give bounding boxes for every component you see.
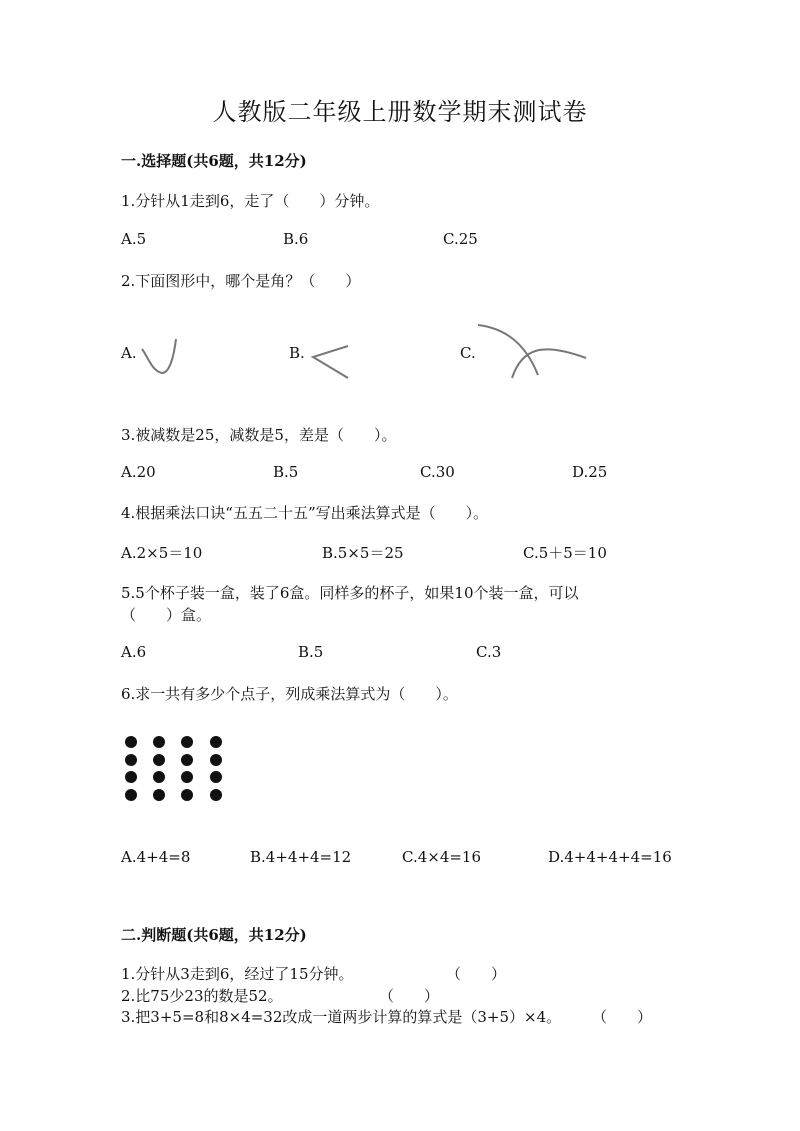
q2-figure-c-curves <box>472 320 594 382</box>
q2-option-a: A. <box>121 344 137 362</box>
q5-option-a: A.6 <box>121 643 147 661</box>
q4-option-b: B.5×5＝25 <box>322 544 404 562</box>
question-3: 3.被减数是25，减数是5，差是（ ）。 <box>121 426 397 444</box>
q5-option-c: C.3 <box>476 643 502 661</box>
judgement-2-paren: （ ） <box>379 987 440 1005</box>
q3-option-d: D.25 <box>572 463 608 481</box>
page-title: 人教版二年级上册数学期末测试卷 <box>212 98 588 126</box>
section-heading-choice: 一.选择题(共6题，共12分) <box>121 152 307 170</box>
dot <box>210 754 222 766</box>
dot <box>210 736 222 748</box>
q3-option-b: B.5 <box>273 463 299 481</box>
judgement-2: 2.比75少23的数是52。 <box>121 987 283 1005</box>
question-2: 2.下面图形中，哪个是角？（ ） <box>121 272 361 290</box>
dot-grid-figure <box>122 733 232 803</box>
q2-figure-b-angle <box>308 340 356 382</box>
dot <box>153 771 165 783</box>
q2-figure-a-curve <box>138 335 183 380</box>
dot <box>181 736 193 748</box>
dot <box>210 789 222 801</box>
q6-option-b: B.4+4+4=12 <box>250 848 352 866</box>
q3-option-c: C.30 <box>420 463 455 481</box>
section-heading-judgement: 二.判断题(共6题，共12分) <box>121 926 307 944</box>
dot <box>125 754 137 766</box>
dot <box>181 789 193 801</box>
dot <box>125 771 137 783</box>
judgement-1: 1.分针从3走到6，经过了15分钟。 <box>121 965 354 983</box>
q2-option-b: B. <box>289 344 305 362</box>
q1-option-a: A.5 <box>121 230 147 248</box>
dot <box>153 789 165 801</box>
dot <box>210 771 222 783</box>
q1-option-c: C.25 <box>443 230 478 248</box>
judgement-1-paren: （ ） <box>446 965 507 983</box>
judgement-3-paren: （ ） <box>592 1008 653 1026</box>
dot <box>181 771 193 783</box>
q1-option-b: B.6 <box>283 230 309 248</box>
question-1: 1.分针从1走到6，走了（ ）分钟。 <box>121 192 380 210</box>
question-4: 4.根据乘法口诀“五五二十五”写出乘法算式是（ ）。 <box>121 504 489 522</box>
q3-option-a: A.20 <box>121 463 156 481</box>
q6-option-d: D.4+4+4+4=16 <box>548 848 672 866</box>
dot <box>181 754 193 766</box>
question-6: 6.求一共有多少个点子，列成乘法算式为（ ）。 <box>121 685 458 703</box>
q4-option-a: A.2×5＝10 <box>121 544 203 562</box>
q2-option-c: C. <box>460 344 476 362</box>
question-5-line-1: 5.5个杯子装一盒，装了6盒。同样多的杯子，如果10个装一盒，可以 <box>121 584 579 602</box>
q6-option-c: C.4×4=16 <box>402 848 482 866</box>
q4-option-c: C.5＋5＝10 <box>523 544 607 562</box>
dot <box>153 736 165 748</box>
judgement-3: 3.把3+5=8和8×4=32改成一道两步计算的算式是（3+5）×4。 <box>121 1008 562 1026</box>
dot <box>125 736 137 748</box>
dot <box>125 789 137 801</box>
q5-option-b: B.5 <box>298 643 324 661</box>
dot <box>153 754 165 766</box>
question-5-line-2: （ ）盒。 <box>121 606 212 624</box>
q6-option-a: A.4+4=8 <box>121 848 191 866</box>
